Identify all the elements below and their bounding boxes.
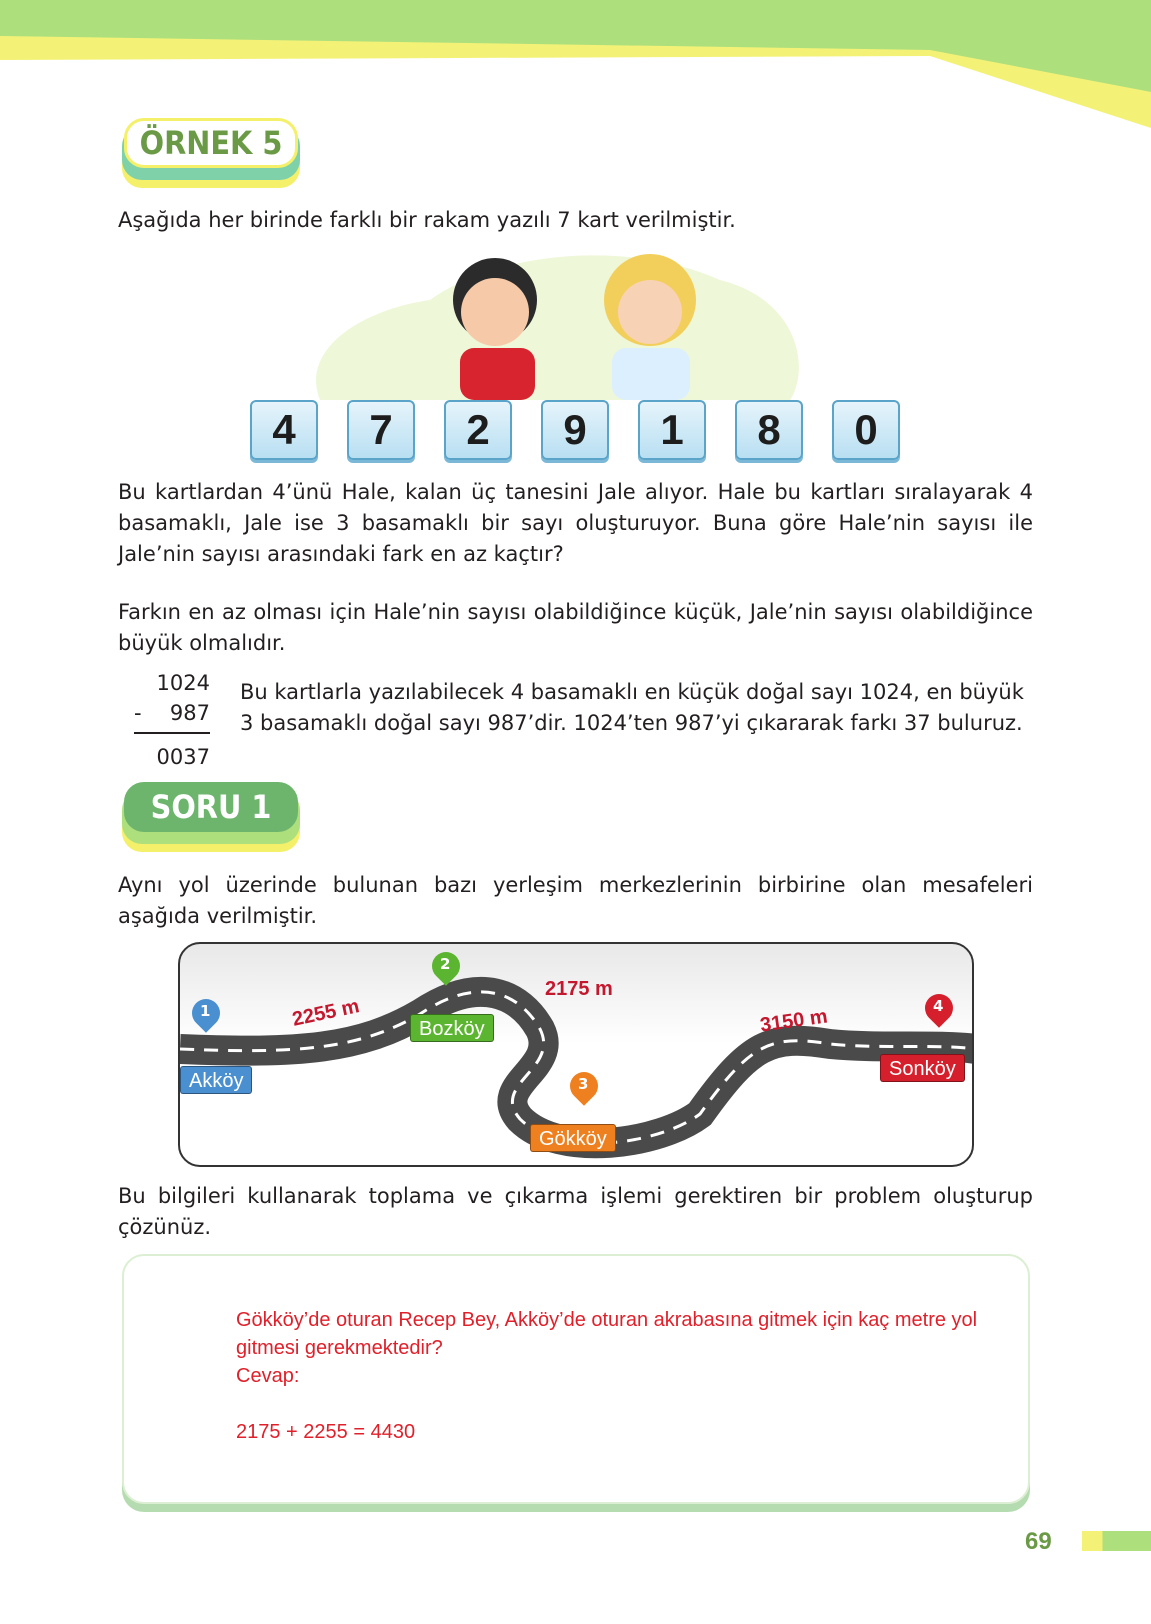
distance-label: 2255 m (290, 995, 362, 1031)
girls-illustration (300, 240, 810, 410)
page-number: 69 (1025, 1528, 1052, 1555)
example-intro: Aşağıda her birinde farklı bir rakam yazılı 7 kart verilmiştir. (118, 208, 736, 232)
example-solution: Bu kartlarla yazılabilecek 4 basamaklı en küçük doğal sayı 1024, en büyük 3 basamaklı doğal sayı 987’dir. 1024’ten 987’yi çıkararak farkı 37 buluruz. (240, 680, 1024, 735)
minuend: 1024 (156, 671, 210, 695)
answer-box (122, 1254, 1030, 1504)
question-intro: Aynı yol üzerinde bulunan bazı yerleşim merkezlerinin birbirine olan mesafeleri aşağıda verilmiştir. (118, 873, 1033, 928)
pin-number: 4 (933, 997, 944, 1015)
subtrahend: 987 (169, 701, 210, 725)
question-badge: SORU 1 (120, 782, 300, 852)
place-label-bozkoy: Bozköy (410, 1014, 494, 1042)
digit-card: 8 (735, 400, 803, 460)
place-label-sonkoy: Sonköy (880, 1054, 965, 1082)
subtraction-operation (134, 668, 210, 772)
pin-number: 3 (578, 1075, 589, 1093)
answer-label: Cevap: (236, 1365, 300, 1387)
pin-number: 1 (200, 1002, 211, 1020)
distance-label: 2175 m (545, 978, 613, 1000)
digit-card: 4 (250, 400, 318, 460)
distance-label: 3150 m (758, 1005, 829, 1037)
road-map (178, 942, 974, 1167)
digit-card: 0 (832, 400, 900, 460)
digit-card: 9 (541, 400, 609, 460)
question-task: Bu bilgileri kullanarak toplama ve çıkarma işlemi gerektiren bir problem oluşturup çözünüz. (118, 1184, 1033, 1239)
digit-card: 7 (347, 400, 415, 460)
place-label-gokkoy: Gökköy (530, 1124, 616, 1152)
answer-calculation: 2175 + 2255 = 4430 (236, 1421, 416, 1443)
answer-problem: Gökköy’de oturan Recep Bey, Akköy’de oturan akrabasına gitmek için kaç metre yol gitmesi gerekmektedir? (236, 1309, 978, 1359)
place-label-akkoy: Akköy (180, 1066, 252, 1094)
header-decoration (0, 0, 1151, 130)
page-footer-bar (1082, 1531, 1151, 1551)
example-explanation: Farkın en az olması için Hale’nin sayısı olabildiğince küçük, Jale’nin sayısı olabildiğince büyük olmalıdır. (118, 600, 1033, 655)
minus-operator: - (134, 701, 142, 725)
difference: 0037 (134, 732, 210, 772)
example-badge: ÖRNEK 5 (120, 118, 300, 188)
example-question: Bu kartlardan 4’ünü Hale, kalan üç tanesini Jale alıyor. Hale bu kartları sıralayarak 4 basamaklı, Jale ise 3 basamaklı bir sayı oluşturuyor. Buna göre Hale’nin sayısı ile Jale’nin sayısı arasındaki fark en az kaçtır? (118, 480, 1033, 566)
pin-number: 2 (440, 955, 451, 973)
digit-card: 2 (444, 400, 512, 460)
digit-card: 1 (638, 400, 706, 460)
